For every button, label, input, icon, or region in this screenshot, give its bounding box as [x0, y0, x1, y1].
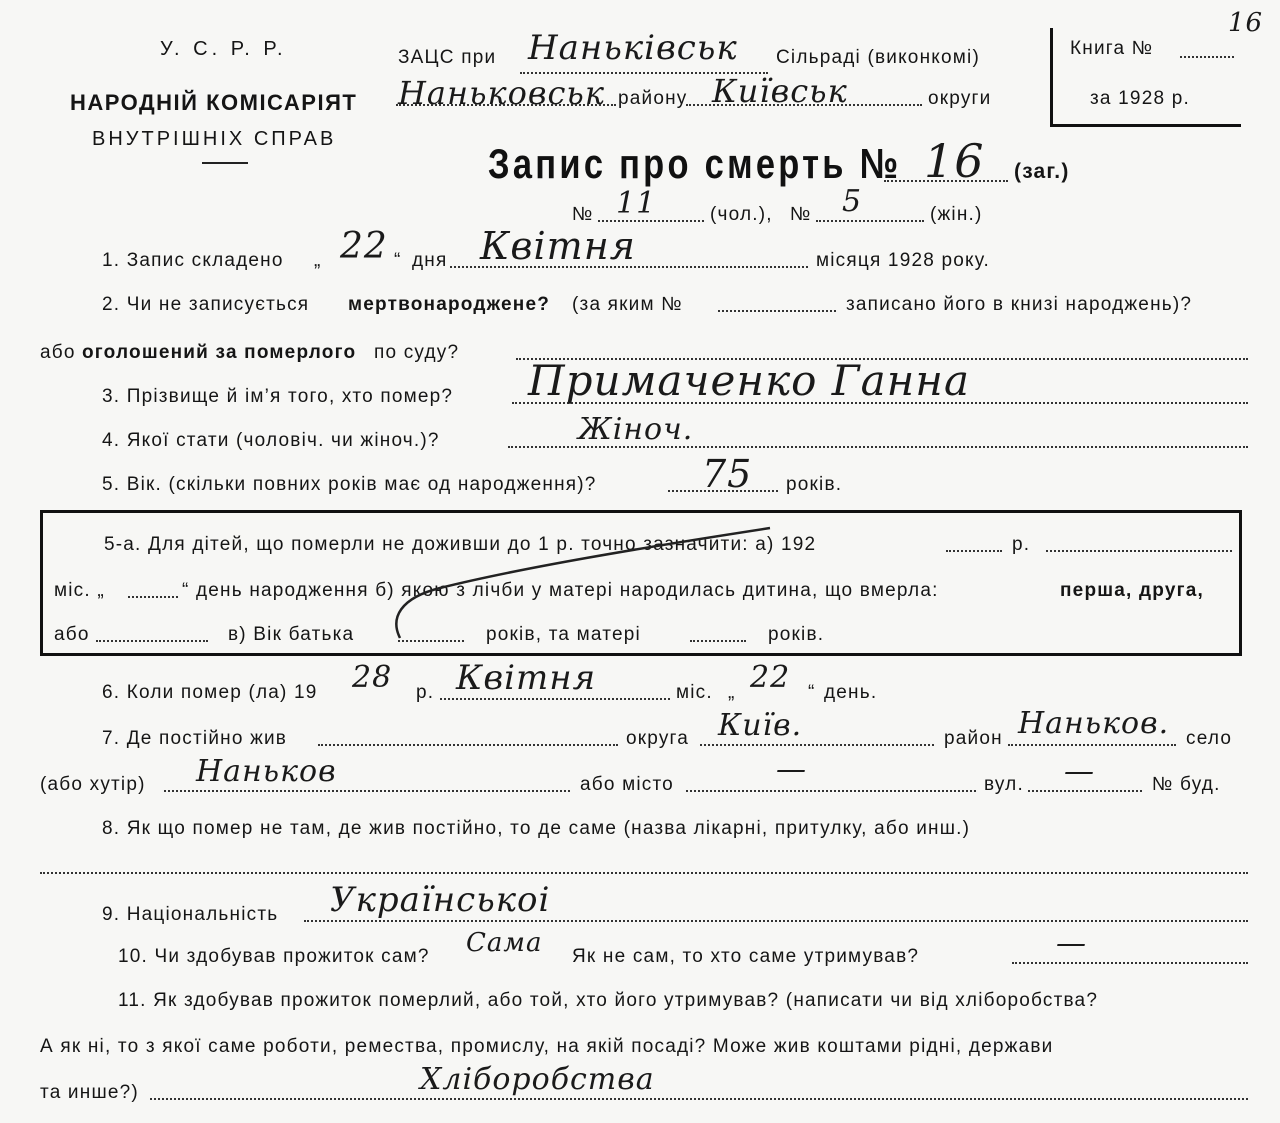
record-number-line [884, 180, 1008, 182]
q6-year-tail: р. [416, 682, 435, 703]
q5-label: 5. Вік. (скільки повних років має од народження)? [102, 474, 597, 495]
q11-line2: А як ні, то з якої саме роботи, ремества, промислу, на якій посаді? Може жив коштами рідні, держави [40, 1036, 1054, 1057]
q8-label: 8. Як що помер не там, де жив постійно, то де саме (назва лікарні, притулку, або инш.) [102, 818, 971, 839]
q1-quote-close: “ [394, 250, 402, 271]
q3-label: 3. Прізвище й ім’я того, хто помер? [102, 386, 454, 407]
female-number-line [816, 220, 924, 222]
q7-street-label: вул. [984, 774, 1024, 795]
q7-building-label: № буд. [1152, 774, 1221, 795]
page-number: 16 [1228, 8, 1264, 38]
male-number-value: 11 [616, 186, 657, 221]
q1-quote-open: „ [314, 250, 322, 271]
q5a-line2-b: “ день народження б) якою з лічби у матері народилась дитина, що вмерла: [182, 580, 939, 601]
q4-label: 4. Якої стати (чоловіч. чи жіноч.)? [102, 430, 440, 451]
q7-khutir-line [164, 790, 570, 792]
book-number-line [1180, 56, 1234, 58]
q5a-line3-c: років, та матері [486, 624, 641, 645]
q1-month-value: Квітня [480, 224, 636, 268]
male-label: (чол.), [710, 204, 773, 225]
q5-unit: років. [786, 474, 843, 495]
q6-quote-open: „ [728, 682, 736, 703]
q7-street-value: — [1064, 754, 1095, 789]
book-number-label: Книга № [1070, 38, 1154, 59]
okrug-label: округи [928, 88, 992, 109]
q7-misto-value: — [776, 752, 807, 787]
q5a-line1: 5-а. Для дітей, що померли не доживши до 1 р. точно зазначити: а) 192 [104, 534, 817, 555]
q7-label: 7. Де постійно жив [102, 728, 288, 749]
raion-line [396, 104, 616, 106]
q2-line2-a: або [40, 342, 76, 363]
q3-name-value: Примаченко Ганна [528, 356, 971, 405]
q5a-or-line [96, 640, 208, 642]
q11-occupation-line [150, 1098, 1248, 1100]
q10-supporter-line [1012, 962, 1248, 964]
record-title: Запис про смерть № [488, 140, 902, 187]
q7-raion-line [1008, 744, 1176, 746]
female-label: (жін.) [930, 204, 983, 225]
q2-label-b: (за яким № [572, 294, 683, 315]
zags-village-value: Наньківськ [528, 28, 738, 68]
q7-khutir-value: Наньков [196, 754, 337, 789]
q7-okrug-value: Київ. [718, 708, 803, 743]
q6-day-label: день. [824, 682, 878, 703]
record-number: 16 [924, 134, 985, 188]
q7-okrug-label: округа [626, 728, 690, 749]
q2-declared-dead: оголошений за померлого [82, 342, 357, 363]
q10-value: Сама [466, 928, 543, 958]
record-general-label: (заг.) [1014, 160, 1070, 183]
q5a-year-line [946, 550, 1002, 552]
q7-residence-line [318, 744, 618, 746]
raion-value: Наньковськ [398, 74, 605, 112]
q7-misto-label: або місто [580, 774, 674, 795]
book-year: за 1928 р. [1090, 88, 1190, 109]
q9-nationality-line [304, 920, 1248, 922]
female-number-sign: № [790, 204, 812, 225]
q10-label: 10. Чи здобував прожиток сам? [118, 946, 430, 967]
q6-quote-close: “ [808, 682, 816, 703]
q5a-line3-b: в) Вік батька [228, 624, 355, 645]
q6-label: 6. Коли помер (ла) 19 [102, 682, 318, 703]
q7-raion-label: район [944, 728, 1003, 749]
q8-place-line [40, 872, 1248, 874]
q4-sex-value: Жіноч. [578, 412, 694, 447]
q7-khutir-label: (або хутір) [40, 774, 146, 795]
q5a-line3-a: або [54, 624, 90, 645]
q9-label: 9. Національність [102, 904, 279, 925]
q5a-crossout-stroke [360, 518, 780, 650]
q7-okrug-line [700, 744, 934, 746]
q2-birth-number-line [718, 310, 836, 312]
q10-label-b: Як не сам, то хто саме утримував? [572, 946, 920, 967]
q6-month-label: міс. [676, 682, 713, 703]
q1-day-value: 22 [340, 226, 388, 267]
header-divider [202, 162, 248, 164]
q5a-line1-tail: р. [1012, 534, 1031, 555]
male-number-sign: № [572, 204, 594, 225]
council-label: Сільраді (виконкомі) [776, 47, 980, 68]
q5a-month-line [128, 596, 178, 598]
q6-day-value: 22 [750, 660, 791, 695]
q2-stillborn: мертвонароджене? [348, 294, 551, 315]
q2-label-c: записано його в книзі народжень)? [846, 294, 1193, 315]
q5-age-value: 75 [702, 452, 753, 496]
q11-occupation-value: Хліборобства [420, 1062, 655, 1097]
q11-line3: та инше?) [40, 1082, 139, 1103]
q9-nationality-value: Українськоі [330, 880, 551, 920]
okrug-value: Київськ [712, 72, 848, 110]
female-number-value: 5 [842, 184, 863, 219]
q5a-line2-a: міс. „ [54, 580, 105, 601]
q7-raion-value: Наньков. [1018, 706, 1170, 741]
header-commissariat: НАРОДНІЙ КОМІСАРІЯТ [70, 90, 358, 115]
header-ussr: У. С. Р. Р. [160, 38, 287, 60]
q11-line1: 11. Як здобував прожиток померлий, або той, хто його утримував? (написати чи від хліборобства? [118, 990, 1099, 1011]
header-internal-affairs: ВНУТРІШНІХ СПРАВ [92, 128, 337, 150]
q5a-trailing-line [1046, 550, 1232, 552]
q1-tail: місяця 1928 року. [816, 250, 991, 271]
zags-label: ЗАЦС при [398, 47, 497, 68]
q7-misto-line [686, 790, 976, 792]
q1-label: 1. Запис складено [102, 250, 284, 271]
q10-supporter-value: — [1056, 926, 1087, 961]
q2-label-a: 2. Чи не записується [102, 294, 310, 315]
q5a-line3-d: років. [768, 624, 825, 645]
q6-month-value: Квітня [456, 658, 597, 698]
q5a-birth-order: перша, друга, [1060, 580, 1204, 601]
q1-day-label: дня [412, 250, 448, 271]
q2-line2-b: по суду? [374, 342, 460, 363]
raion-label: району [618, 88, 688, 109]
q7-selo-label: село [1186, 728, 1233, 749]
q6-year-value: 28 [352, 660, 393, 695]
q6-month-line [440, 698, 670, 700]
q7-street-line [1028, 790, 1142, 792]
